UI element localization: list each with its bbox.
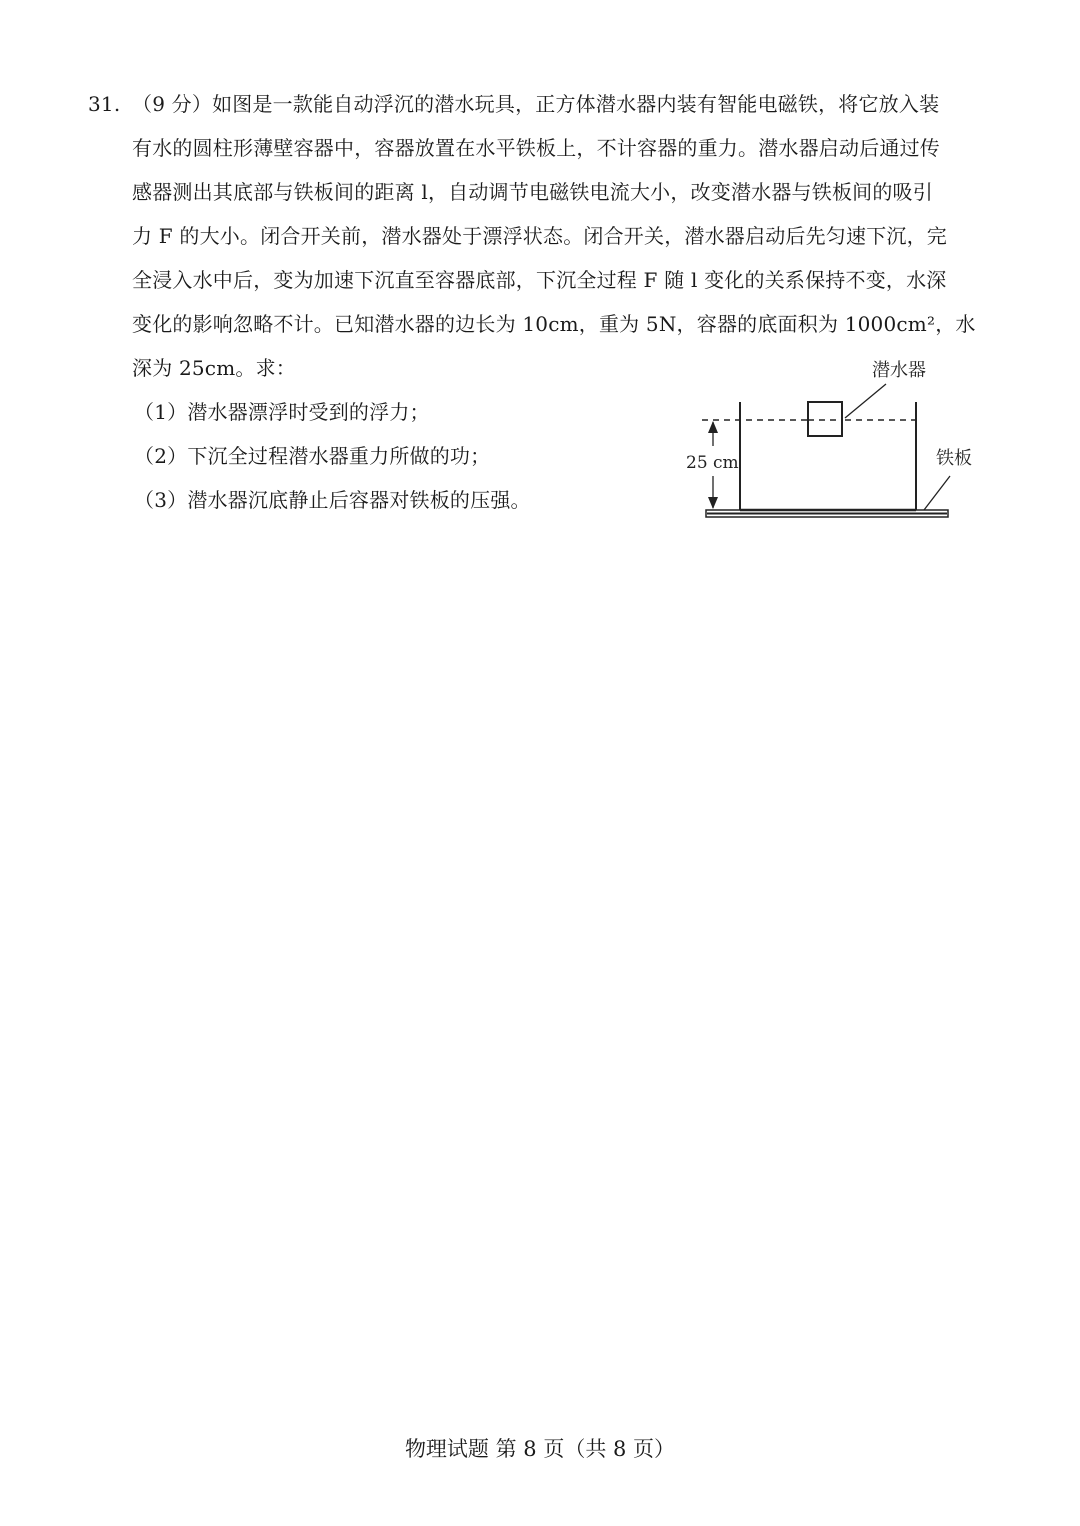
question-stem-line-5: 全浸入水中后，变为加速下沉直至容器底部，下沉全过程 F 随 l 变化的关系保持不变，水深 [132,268,947,292]
container-diagram [680,350,972,530]
question-stem-line-4: 力 F 的大小。闭合开关前，潜水器处于漂浮状态。闭合开关，潜水器启动后先匀速下沉，完 [132,224,947,248]
iron-plate-label: 铁板 [936,448,972,469]
question-stem-line-1: （9 分）如图是一款能自动浮沉的潜水玩具，正方体潜水器内装有智能电磁铁，将它放入装 [132,92,940,116]
sub-question-3: （3）潜水器沉底静止后容器对铁板的压强。 [134,488,531,512]
question-stem-line-2: 有水的圆柱形薄壁容器中，容器放置在水平铁板上，不计容器的重力。潜水器启动后通过传 [132,136,940,160]
submersible-leader-line [845,384,886,418]
question-stem-line-3: 感器测出其底部与铁板间的距离 l，自动调节电磁铁电流大小，改变潜水器与铁板间的吸引 [132,180,933,204]
iron-plate-leader-line [924,476,950,510]
submersible-label: 潜水器 [872,360,926,381]
container-diagram-svg [680,350,972,530]
question-number: 31. [88,92,121,116]
sub-question-1: （1）潜水器漂浮时受到的浮力； [134,400,430,424]
question-stem-line-6: 变化的影响忽略不计。已知潜水器的边长为 10cm，重为 5N，容器的底面积为 1000cm²，水 [132,312,976,336]
depth-arrow-up-head [708,421,718,433]
depth-label: 25 cm [686,453,739,473]
page-footer: 物理试题 第 8 页（共 8 页） [404,1437,676,1461]
depth-arrow-down-head [708,497,718,509]
submersible-cube [808,402,842,436]
sub-question-2: （2）下沉全过程潜水器重力所做的功； [134,444,491,468]
question-stem-line-7: 深为 25cm。求： [132,356,296,380]
